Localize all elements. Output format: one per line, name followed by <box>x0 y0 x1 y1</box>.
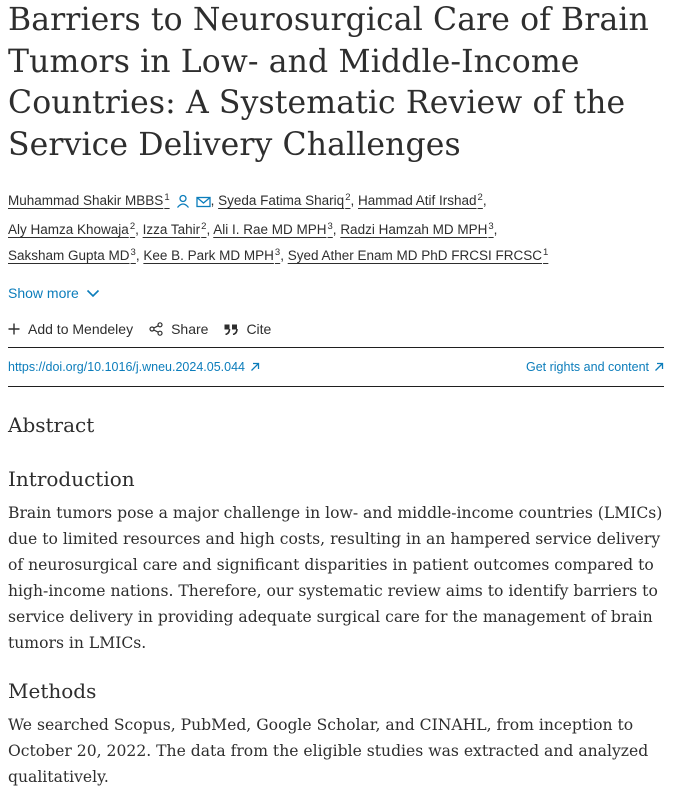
author-name: Hammad Atif Irshad <box>358 193 477 208</box>
quote-icon <box>224 324 238 335</box>
share-label: Share <box>171 321 209 338</box>
rights-text: Get rights and content <box>526 360 649 375</box>
article-title: Barriers to Neurosurgical Care of Brain Tumors in Low- and Middle-Income Countries: A Systematic Review of the Service Delivery Challenges <box>8 2 649 163</box>
cite-button[interactable] <box>224 321 271 337</box>
author-name: Ali I. Rae MD MPH <box>213 221 327 237</box>
author-name: Syeda Fatima Shariq <box>218 193 345 208</box>
author-link[interactable] <box>358 193 483 208</box>
author-link[interactable] <box>143 222 207 237</box>
author-link[interactable] <box>340 222 493 237</box>
chevron-down-icon <box>86 289 100 298</box>
author-affiliation: 3 <box>488 220 494 232</box>
share-icon <box>149 322 163 336</box>
introduction-heading: Introduction <box>8 467 135 492</box>
author-affiliation: 3 <box>274 246 281 258</box>
author-affiliation: 3 <box>327 220 333 232</box>
author-name: Izza Tahir <box>142 221 201 237</box>
introduction-text: Brain tumors pose a major challenge in low- and middle-income countries (LMICs) due to limited resources and high costs, resulting in an hampered service delivery of neurosurgical care and significant disparities in patient outcomes compared to high-income nations. Therefore, our systematic review aims to identify barriers to service delivery in providing adequate surgical care for the management of brain tumors in LMICs. <box>8 504 663 653</box>
author-affiliation: 1 <box>164 192 170 203</box>
author-link[interactable] <box>288 248 549 263</box>
author-link[interactable] <box>218 193 350 208</box>
show-more-label: Show more <box>8 285 79 302</box>
author-affiliation: 1 <box>543 246 549 258</box>
cite-label: Cite <box>246 321 272 338</box>
share-button[interactable] <box>149 321 208 337</box>
author-name: Muhammad Shakir MBBS <box>8 193 164 208</box>
author-affiliation: 2 <box>477 192 483 203</box>
author-affiliation: 2 <box>345 192 351 203</box>
author-affiliation: 2 <box>201 220 207 232</box>
author-link[interactable] <box>8 248 136 263</box>
author-affiliation: 3 <box>130 246 136 258</box>
author-name: Saksham Gupta MD <box>8 247 130 263</box>
author-name: Kee B. Park MD MPH <box>143 247 274 263</box>
author-link[interactable] <box>213 222 333 237</box>
article-links-bar <box>8 347 664 387</box>
get-rights-link[interactable] <box>526 360 664 374</box>
plus-icon <box>8 323 20 335</box>
show-more-button[interactable] <box>8 285 674 301</box>
author-affiliation: 2 <box>129 220 136 232</box>
author-name: Aly Hamza Khowaja <box>8 221 129 237</box>
author-list: Muhammad Shakir MBBS$^1$ , Syeda Fatima Shariq$^2$, Hammad Atif Irshad$^2$, Aly Hamza Khowaja$^2$, Izza Tahir$^2$, Ali I. Rae MD MPH$^3$, Radzi Hamzah MD MPH$^3$, Saksham Gupta $MD^3$, Kee B. Park MD MPH$^3$, Syed Ather Enam MD PhD FRCSI FRCSC$^1$ <box>8 192 549 263</box>
author-link[interactable] <box>143 248 280 263</box>
add-to-mendeley-button[interactable] <box>8 321 133 337</box>
author-name: Syed Ather Enam MD PhD FRCSI FRCSC <box>287 247 543 263</box>
doi-text: https://doi.org/10.1016/j.wneu.2024.05.044 <box>8 360 245 375</box>
abstract-heading: Abstract <box>8 413 95 438</box>
email-icon[interactable] <box>196 191 211 217</box>
external-link-icon <box>654 362 664 372</box>
person-icon[interactable] <box>176 191 190 217</box>
external-link-icon <box>250 362 260 372</box>
methods-heading: Methods <box>8 679 97 704</box>
author-link[interactable] <box>8 193 170 208</box>
methods-text: We searched Scopus, PubMed, Google Scholar, and CINAHL, from inception to October 20, 2022. The data from the eligible studies was extracted and analyzed qualitatively. <box>8 716 649 787</box>
author-name: Radzi Hamzah MD MPH <box>340 221 488 237</box>
mendeley-label: Add to Mendeley <box>28 321 134 338</box>
article-actions <box>8 321 674 337</box>
doi-link[interactable] <box>8 360 260 374</box>
author-link[interactable] <box>8 222 135 237</box>
